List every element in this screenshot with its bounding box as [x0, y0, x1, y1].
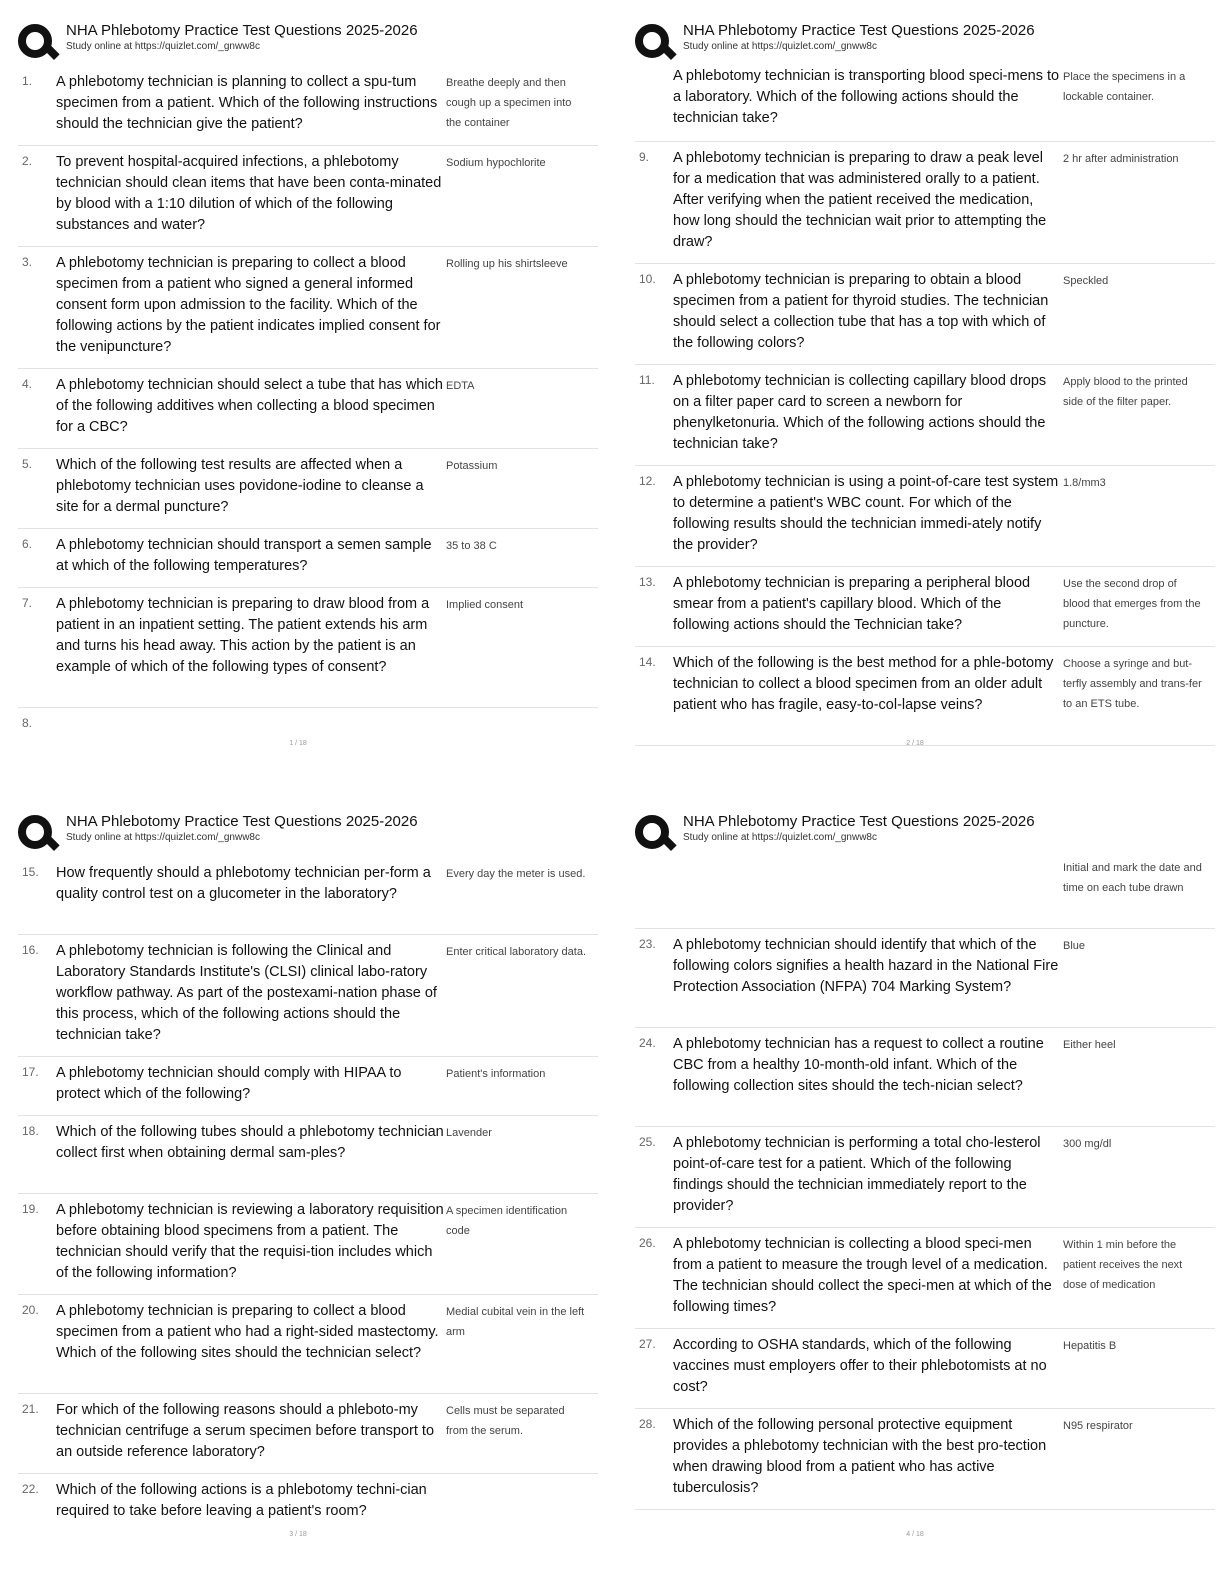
page-3: [18, 813, 598, 1573]
question-row: [635, 929, 1215, 1028]
question-number: 6.: [22, 537, 33, 551]
answer-text: Apply blood to the printed side of the filter paper.: [1063, 376, 1188, 408]
question-number: 16.: [22, 943, 39, 957]
answer-text: Potassium: [446, 460, 498, 472]
page-header: [18, 813, 598, 855]
answer-text: Implied consent: [446, 599, 524, 611]
question-row: [635, 1127, 1215, 1228]
question-row: [18, 1295, 598, 1394]
answer-text: [444, 714, 586, 730]
document-title: NHA Phlebotomy Practice Test Questions 2025-2026: [683, 22, 1035, 39]
question-list: [18, 66, 598, 740]
question-number: 25.: [639, 1135, 656, 1149]
question-number: 18.: [22, 1124, 39, 1138]
question-number: 9.: [639, 150, 650, 164]
study-link[interactable]: Study online at https://quizlet.com/_gnww8c: [66, 41, 260, 52]
question-list: [635, 66, 1215, 746]
answer-text: 300 mg/dl: [1063, 1138, 1112, 1150]
question-number: 2.: [22, 154, 33, 168]
question-text: A phlebotomy technician is preparing to draw a peak level for a medication that was administered orally to a patient. After verifying when the patient received the medication, how long should the technician wait prior to attempting the draw?: [673, 150, 1047, 250]
question-text: A phlebotomy technician is preparing a peripheral blood smear from a patient's capillary blood. Which of the following actions should the Technician take?: [673, 575, 1031, 633]
question-text: A phlebotomy technician is preparing to obtain a blood specimen from a patient for thyroid studies. The technician should select a collection tube that has a top with which of the following colors?: [673, 272, 1049, 351]
question-row: [18, 708, 598, 740]
answer-text: A specimen identification code: [446, 1205, 568, 1237]
document-title: NHA Phlebotomy Practice Test Questions 2025-2026: [66, 813, 418, 830]
question-text: A phlebotomy technician is collecting capillary blood drops on a filter paper card to screen a newborn for phenylketonuria. Which of the following actions should the technician take?: [673, 373, 1047, 452]
question-text: Which of the following personal protective equipment provides a phlebotomy technician with the best pro-tection when drawing blood from a patient who has active tuberculosis?: [673, 1417, 1047, 1496]
answer-text: Enter critical laboratory data.: [446, 946, 587, 958]
page-2: [635, 22, 1215, 782]
answer-text: Patient's information: [446, 1068, 546, 1080]
question-row: [18, 247, 598, 369]
question-text: A phlebotomy technician is collecting a blood speci-men from a patient to measure the trough level of a medication. The technician should collect the speci-men at which of the following times?: [673, 1236, 1052, 1315]
question-number: 7.: [22, 596, 33, 610]
answer-text: Sodium hypochlorite: [446, 157, 546, 169]
page-header: [18, 22, 598, 64]
page-number: 4 / 18: [906, 1531, 924, 1538]
question-row: [18, 1474, 598, 1532]
page-number: 2 / 18: [906, 740, 924, 747]
question-row: [635, 264, 1215, 365]
question-text: To prevent hospital-acquired infections, a phlebotomy technician should clean items that have been conta-minated by blood with a 1:10 dilution of which of the following substances and water?: [56, 154, 442, 233]
question-text: A phlebotomy technician is following the Clinical and Laboratory Standards Institute's (CLSI) clinical labo-ratory workflow pathway. As part of the postexami-nation phase of this process, which of the following actions should the technician take?: [56, 943, 437, 1043]
study-link[interactable]: Study online at https://quizlet.com/_gnww8c: [66, 832, 260, 843]
question-text: A phlebotomy technician should select a tube that has which of the following additives when collecting a blood specimen for a CBC?: [56, 377, 443, 435]
question-number: 23.: [639, 937, 656, 951]
question-number: 22.: [22, 1482, 39, 1496]
question-text: According to OSHA standards, which of the following vaccines must employers offer to their phlebotomists at no cost?: [673, 1337, 1047, 1395]
question-row: [18, 1116, 598, 1194]
answer-text: Either heel: [1063, 1039, 1116, 1051]
question-text: How frequently should a phlebotomy technician per-form a quality control test on a glucometer in the laboratory?: [56, 865, 431, 902]
question-row: [635, 365, 1215, 466]
question-number: 24.: [639, 1036, 656, 1050]
question-row: [18, 857, 598, 935]
question-row: [18, 1394, 598, 1474]
document-title: NHA Phlebotomy Practice Test Questions 2025-2026: [683, 813, 1035, 830]
question-number: 20.: [22, 1303, 39, 1317]
quizlet-logo-icon: [635, 815, 671, 851]
question-row: [635, 466, 1215, 567]
question-number: 8.: [22, 716, 33, 730]
question-row: [635, 857, 1215, 929]
question-number: 13.: [639, 575, 656, 589]
question-text: A phlebotomy technician is performing a total cho-lesterol point-of-care test for a patient. Which of the following findings should the technician immediately report to the provider?: [673, 1135, 1041, 1214]
question-number: 4.: [22, 377, 33, 391]
question-number: 17.: [22, 1065, 39, 1079]
answer-text: Rolling up his shirtsleeve: [446, 258, 568, 270]
question-number: [635, 857, 673, 918]
question-text: Which of the following tubes should a phlebotomy technician collect first when obtaining dermal sam-ples?: [56, 1124, 444, 1161]
question-row: [18, 935, 598, 1057]
question-row: [18, 66, 598, 146]
question-text: A phlebotomy technician has a request to collect a routine CBC from a healthy 10-month-old infant. Which of the following collection sites should the tech-nician select?: [673, 1036, 1044, 1094]
question-text: Which of the following test results are affected when a phlebotomy technician uses povidone-iodine to cleanse a site for a dermal puncture?: [56, 457, 424, 515]
answer-text: EDTA: [446, 380, 475, 392]
answer-text: Medial cubital vein in the left arm: [446, 1306, 585, 1338]
quizlet-logo-icon: [635, 24, 671, 60]
question-list: [635, 857, 1215, 1510]
question-number: 15.: [22, 865, 39, 879]
answer-text: Choose a syringe and but-terfly assembly and trans-fer to an ETS tube.: [1063, 658, 1202, 710]
question-number: 14.: [639, 655, 656, 669]
question-row: [18, 369, 598, 449]
answer-text: Place the specimens in a lockable container.: [1063, 71, 1186, 103]
question-text: [56, 714, 444, 730]
question-number: 11.: [639, 373, 655, 387]
question-text: A phlebotomy technician should comply with HIPAA to protect which of the following?: [56, 1065, 402, 1102]
answer-text: Within 1 min before the patient receives the next dose of medication: [1063, 1239, 1183, 1291]
question-number: 1.: [22, 74, 33, 88]
question-row: [18, 529, 598, 588]
question-number: 19.: [22, 1202, 39, 1216]
question-row: [635, 142, 1215, 264]
question-number: 28.: [639, 1417, 656, 1431]
answer-text: Cells must be separated from the serum.: [446, 1405, 565, 1437]
page-1: [18, 22, 598, 782]
question-row: [18, 1057, 598, 1116]
question-text: A phlebotomy technician should transport a semen sample at which of the following temperatures?: [56, 537, 432, 574]
answer-text: 2 hr after administration: [1063, 153, 1179, 165]
question-number: 26.: [639, 1236, 656, 1250]
question-row: [635, 647, 1215, 746]
study-link[interactable]: Study online at https://quizlet.com/_gnww8c: [683, 832, 877, 843]
answer-text: Lavender: [446, 1127, 492, 1139]
question-number: 12.: [639, 474, 656, 488]
question-row: [18, 588, 598, 708]
page-header: [635, 813, 1215, 855]
question-row: [18, 1194, 598, 1295]
question-row: [18, 449, 598, 529]
question-number: 27.: [639, 1337, 656, 1351]
study-link[interactable]: Study online at https://quizlet.com/_gnww8c: [683, 41, 877, 52]
question-row: [635, 66, 1215, 142]
question-row: [635, 1409, 1215, 1510]
answer-text: Every day the meter is used.: [446, 868, 586, 880]
answer-text: N95 respirator: [1063, 1420, 1133, 1432]
document-title: NHA Phlebotomy Practice Test Questions 2025-2026: [66, 22, 418, 39]
answer-text: Initial and mark the date and time on each tube drawn: [1063, 862, 1202, 894]
question-text: A phlebotomy technician is preparing to collect a blood specimen from a patient who had a right-sided mastectomy. Which of the following sites should the technician select?: [56, 1303, 439, 1361]
question-text: A phlebotomy technician is preparing to collect a blood specimen from a patient who signed a general informed consent form upon admission to the facility. Which of the following actions by the patient indicates implied consent for the venipuncture?: [56, 255, 441, 355]
question-number: [635, 66, 673, 131]
question-text: Which of the following is the best method for a phle-botomy technician to collect a blood specimen from an older adult patient who has fragile, easy-to-col-lapse veins?: [673, 655, 1054, 713]
question-number: 3.: [22, 255, 33, 269]
answer-text: Speckled: [1063, 275, 1109, 287]
answer-text: 1.8/mm3: [1063, 477, 1106, 489]
question-text: A phlebotomy technician is reviewing a laboratory requisition before obtaining blood specimens from a patient. The technician should verify that the requisi-tion includes which of the following information?: [56, 1202, 444, 1281]
question-row: [635, 1329, 1215, 1409]
answer-text: Blue: [1063, 940, 1086, 952]
question-row: [635, 1228, 1215, 1329]
question-text: A phlebotomy technician is using a point-of-care test system to determine a patient's WBC count. For which of the following results should the technician immedi-ately notify the provider?: [673, 474, 1059, 553]
question-number: 5.: [22, 457, 33, 471]
question-row: [18, 146, 598, 247]
answer-text: Hepatitis B: [1063, 1340, 1117, 1352]
question-text: A phlebotomy technician should identify that which of the following colors signifies a health hazard in the National Fire Protection Association (NFPA) 704 Marking System?: [673, 937, 1059, 995]
page-number: 1 / 18: [289, 740, 307, 747]
question-text: For which of the following reasons should a phleboto-my technician centrifuge a serum specimen before transport to an outside reference laboratory?: [56, 1402, 435, 1460]
question-number: 21.: [22, 1402, 39, 1416]
question-text: [673, 857, 1061, 918]
answer-text: Use the second drop of blood that emerges from the puncture.: [1063, 578, 1201, 630]
page-number: 3 / 18: [289, 1531, 307, 1538]
answer-text: [444, 1480, 586, 1522]
question-row: [635, 1028, 1215, 1127]
page-header: [635, 22, 1215, 64]
question-text: A phlebotomy technician is preparing to draw blood from a patient in an inpatient setting. The patient extends his arm and turns his head away. This action by the patient is an example of which of the following types of consent?: [56, 596, 430, 675]
quizlet-logo-icon: [18, 24, 54, 60]
question-text: A phlebotomy technician is transporting blood speci-mens to a laboratory. Which of the following actions should the technician take?: [673, 68, 1060, 126]
answer-text: Breathe deeply and then cough up a specimen into the container: [446, 77, 572, 129]
page-4: [635, 813, 1215, 1573]
quizlet-logo-icon: [18, 815, 54, 851]
question-row: [635, 567, 1215, 647]
question-number: 10.: [639, 272, 656, 286]
question-list: [18, 857, 598, 1532]
question-text: A phlebotomy technician is planning to collect a spu-tum specimen from a patient. Which of the following instructions should the technician give the patient?: [56, 74, 438, 132]
answer-text: 35 to 38 C: [446, 540, 497, 552]
question-text: Which of the following actions is a phlebotomy techni-cian required to take before leaving a patient's room?: [56, 1482, 427, 1519]
